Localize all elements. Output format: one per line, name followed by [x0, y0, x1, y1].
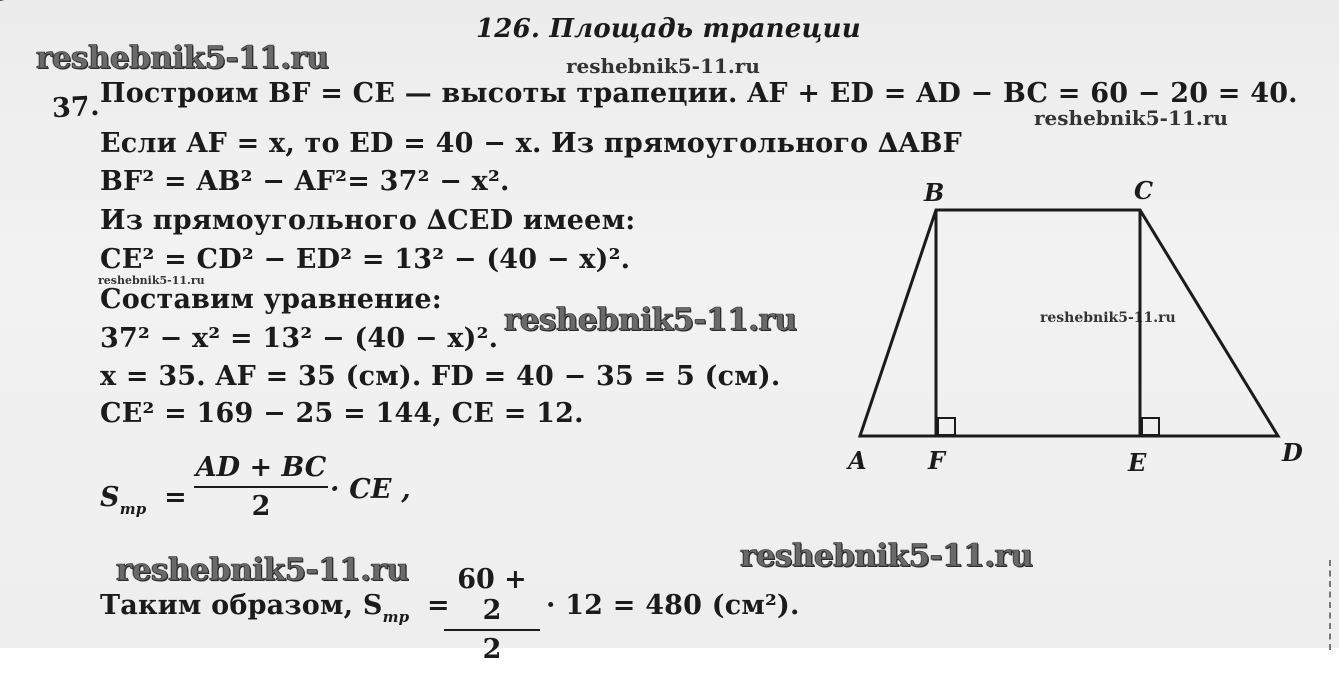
solution-line-6: Составим уравнение: — [100, 284, 442, 315]
solution-line-5: CE² = CD² − ED² = 13² − (40 − x)². — [100, 244, 631, 275]
solution-line-1: Построим BF = CE — высоты трапеции. AF + ED = AD − BC = 60 − 20 = 40. — [100, 78, 1298, 109]
vertex-label-d: D — [1282, 438, 1303, 467]
result-fraction: 60 + 2 2 — [444, 564, 540, 665]
watermark: reshebnik5-11.ru — [504, 302, 797, 338]
solution-line-4: Из прямоугольного ∆CED имеем: — [100, 205, 636, 236]
vertex-label-f: F — [928, 446, 946, 475]
page-corner-mark — [0, 0, 59, 3]
watermark: reshebnik5-11.ru — [566, 54, 760, 78]
solution-line-8: x = 35. AF = 35 (см). FD = 40 − 35 = 5 (см). — [100, 361, 781, 392]
result-rhs: · 12 = 480 (см²). — [546, 590, 800, 621]
trapezoid-figure — [840, 170, 1310, 470]
section-title: 126. Площадь трапеции — [476, 14, 861, 44]
vertex-label-b: B — [924, 178, 945, 207]
formula-rhs: · CE , — [330, 474, 411, 505]
vertex-label-c: C — [1134, 176, 1154, 205]
formula-lhs: $S_{тр}$ = — [100, 482, 187, 518]
formula-fraction: AD + BC 2 — [195, 452, 327, 522]
watermark: reshebnik5-11.ru — [98, 274, 205, 287]
solution-line-2: Если AF = x, то ED = 40 − x. Из прямоугольного ∆ABF — [100, 128, 962, 159]
watermark: reshebnik5-11.ru — [740, 538, 1033, 574]
page-edge-mark — [1329, 560, 1339, 650]
solution-line-9: CE² = 169 − 25 = 144, CE = 12. — [100, 398, 584, 429]
trapezoid-outline — [860, 210, 1278, 436]
vertex-label-e: E — [1128, 448, 1147, 477]
watermark: reshebnik5-11.ru — [36, 40, 329, 76]
watermark: reshebnik5-11.ru — [116, 552, 409, 588]
solution-line-3: BF² = AB² − AF²= 37² − x². — [100, 166, 510, 197]
watermark: reshebnik5-11.ru — [1034, 106, 1228, 130]
vertex-label-a: A — [848, 446, 867, 475]
watermark: reshebnik5-11.ru — [1040, 310, 1176, 326]
right-angle-e — [1142, 418, 1159, 435]
solution-line-7: 37² − x² = 13² − (40 − x)². — [100, 323, 499, 354]
problem-number: 37. — [51, 90, 101, 125]
result-lhs: Таким образом, $S_{тр}$ = — [100, 590, 450, 626]
right-angle-f — [938, 418, 955, 435]
